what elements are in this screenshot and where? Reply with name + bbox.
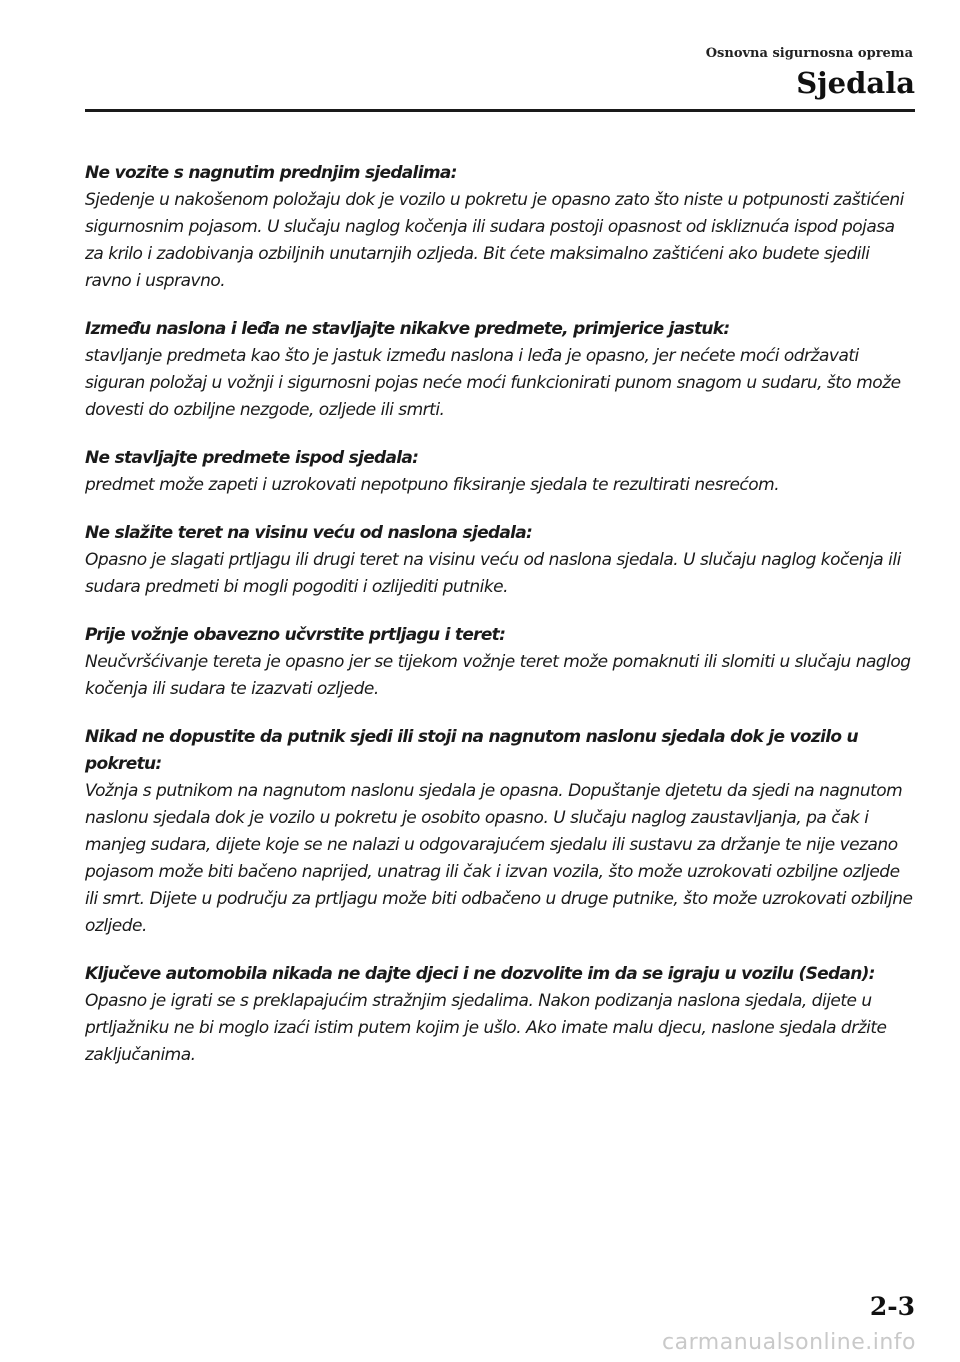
watermark: carmanualsonline.info [662, 1330, 916, 1355]
warning-text: Opasno je igrati se s preklapajućim stražnjim sjedalima. Nakon podizanja naslona sjedala, dijete u prtljažniku ne bi moglo izaći istim putem kojim je ušlo. Ako imate malu djecu, naslone sjedala držite zaključanima. [85, 991, 887, 1065]
warning-heading: Ne stavljajte predmete ispod sjedala: [85, 448, 419, 468]
warning-text: Opasno je slagati prtljagu ili drugi teret na visinu veću od naslona sjedala. U slučaju naglog kočenja ili sudara predmeti bi mogli pogoditi i ozlijediti putnike. [85, 550, 901, 597]
warning-block [85, 445, 915, 499]
warning-block [85, 520, 915, 601]
warning-text: Vožnja s putnikom na nagnutom naslonu sjedala je opasna. Dopuštanje djetetu da sjedi na nagnutom naslonu sjedala dok je vozilo u pokretu je osobito opasno. U slučaju naglog zaustavljanja, pa čak i manjeg sudara, dijete koje se ne nalazi u odgovarajućem sjedalu ili sustavu za držanje te nije vezano pojasom može biti bačeno naprijed, unatrag ili čak i izvan vozila, što može uzrokovati ozbiljne ozljede ili smrt. Dijete u području za prtljagu može biti odbačeno u druge putnike, što može uzrokovati ozbiljne ozljede. [85, 781, 913, 936]
warning-block [85, 160, 915, 295]
warning-text: predmet može zapeti i uzrokovati nepotpuno fiksiranje sjedala te rezultirati nesrećom. [85, 475, 780, 495]
warning-heading: Ne vozite s nagnutim prednjim sjedalima: [85, 163, 457, 183]
warning-block [85, 961, 915, 1069]
warning-block [85, 316, 915, 424]
page-title: Sjedala [796, 66, 915, 100]
section-title: Osnovna sigurnosna oprema [705, 46, 913, 61]
warning-heading: Ključeve automobila nikada ne dajte djeci i ne dozvolite im da se igraju u vozilu (Sedan): [85, 964, 875, 984]
warning-heading: Ne slažite teret na visinu veću od naslona sjedala: [85, 523, 533, 543]
page-number: 2-3 [869, 1292, 915, 1321]
warning-heading: Nikad ne dopustite da putnik sjedi ili stoji na nagnutom naslonu sjedala dok je vozilo u pokretu: [85, 727, 858, 774]
header-divider [85, 109, 915, 112]
warning-heading: Između naslona i leđa ne stavljajte nikakve predmete, primjerice jastuk: [85, 319, 730, 339]
warning-text: Sjedenje u nakošenom položaju dok je vozilo u pokretu je opasno zato što niste u potpunosti zaštićeni sigurnosnim pojasom. U slučaju naglog kočenja ili sudara postoji opasnost od iskliznuća ispod pojasa za krilo i zadobivanja ozbiljnih unutarnjih ozljeda. Bit ćete maksimalno zaštićeni ako budete sjedili ravno i uspravno. [85, 190, 904, 291]
warning-block [85, 724, 915, 940]
warning-content [85, 160, 915, 1090]
warning-heading: Prije vožnje obavezno učvrstite prtljagu i teret: [85, 625, 506, 645]
warning-text: Neučvršćivanje tereta je opasno jer se tijekom vožnje teret može pomaknuti ili slomiti u slučaju naglog kočenja ili sudara te izazvati ozljede. [85, 652, 911, 699]
warning-text: stavljanje predmeta kao što je jastuk između naslona i leđa je opasno, jer nećete moći održavati siguran položaj u vožnji i sigurnosni pojas neće moći funkcionirati punom snagom u sudaru, što može dovesti do ozbiljne nezgode, ozljede ili smrti. [85, 346, 901, 420]
warning-block [85, 622, 915, 703]
